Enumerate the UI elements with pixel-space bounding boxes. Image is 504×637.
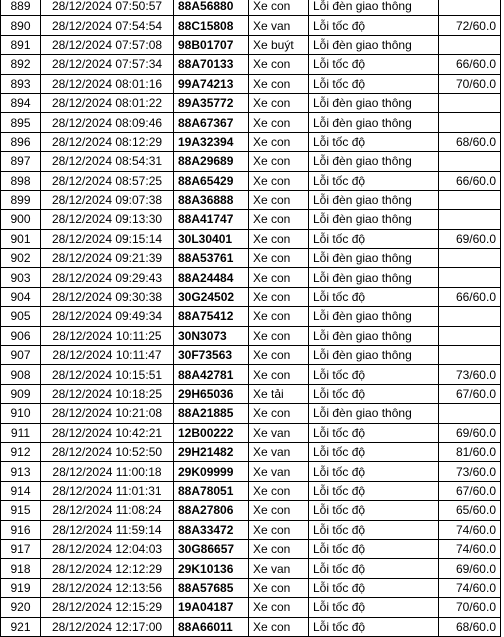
violation-type: Lỗi tốc độ bbox=[309, 55, 439, 74]
violation-type: Lỗi tốc độ bbox=[309, 74, 439, 93]
license-plate: 88A27806 bbox=[174, 501, 249, 520]
row-number: 893 bbox=[1, 74, 41, 93]
speed-reading: 74/60.0 bbox=[439, 520, 501, 539]
vehicle-type: Xe van bbox=[249, 16, 309, 35]
speed-reading bbox=[439, 268, 501, 287]
table-row bbox=[1, 559, 501, 578]
row-number: 896 bbox=[1, 132, 41, 151]
violation-time: 28/12/2024 07:57:34 bbox=[41, 55, 174, 74]
table-row bbox=[1, 539, 501, 558]
license-plate: 88C15808 bbox=[174, 16, 249, 35]
table-row bbox=[1, 462, 501, 481]
violation-type: Lỗi tốc độ bbox=[309, 559, 439, 578]
violations-table-body bbox=[1, 0, 501, 636]
violation-type: Lỗi tốc độ bbox=[309, 462, 439, 481]
violation-type: Lỗi đèn giao thông bbox=[309, 249, 439, 268]
violation-time: 28/12/2024 10:11:47 bbox=[41, 346, 174, 365]
license-plate: 12B00222 bbox=[174, 423, 249, 442]
license-plate: 88A57685 bbox=[174, 578, 249, 597]
speed-reading: 70/60.0 bbox=[439, 598, 501, 617]
row-number: 892 bbox=[1, 55, 41, 74]
license-plate: 88A42781 bbox=[174, 365, 249, 384]
table-row bbox=[1, 152, 501, 171]
table-row bbox=[1, 423, 501, 442]
row-number: 910 bbox=[1, 404, 41, 423]
table-row bbox=[1, 287, 501, 306]
violation-type: Lỗi đèn giao thông bbox=[309, 113, 439, 132]
speed-reading: 74/60.0 bbox=[439, 539, 501, 558]
row-number: 921 bbox=[1, 617, 41, 636]
speed-reading: 81/60.0 bbox=[439, 442, 501, 461]
violation-type: Lỗi tốc độ bbox=[309, 229, 439, 248]
speed-reading bbox=[439, 0, 501, 16]
license-plate: 30N3073 bbox=[174, 326, 249, 345]
row-number: 901 bbox=[1, 229, 41, 248]
vehicle-type: Xe con bbox=[249, 74, 309, 93]
table-row bbox=[1, 384, 501, 403]
table-row bbox=[1, 55, 501, 74]
license-plate: 88A65429 bbox=[174, 171, 249, 190]
vehicle-type: Xe buýt bbox=[249, 35, 309, 54]
violation-time: 28/12/2024 12:17:00 bbox=[41, 617, 174, 636]
violation-type: Lỗi đèn giao thông bbox=[309, 268, 439, 287]
violation-time: 28/12/2024 08:12:29 bbox=[41, 132, 174, 151]
row-number: 897 bbox=[1, 152, 41, 171]
table-row bbox=[1, 249, 501, 268]
speed-reading: 73/60.0 bbox=[439, 462, 501, 481]
violation-type: Lỗi đèn giao thông bbox=[309, 346, 439, 365]
row-number: 900 bbox=[1, 210, 41, 229]
speed-reading: 66/60.0 bbox=[439, 171, 501, 190]
row-number: 911 bbox=[1, 423, 41, 442]
row-number: 898 bbox=[1, 171, 41, 190]
violation-type: Lỗi tốc độ bbox=[309, 287, 439, 306]
violation-time: 28/12/2024 10:21:08 bbox=[41, 404, 174, 423]
table-row bbox=[1, 74, 501, 93]
violation-time: 28/12/2024 07:57:08 bbox=[41, 35, 174, 54]
vehicle-type: Xe con bbox=[249, 481, 309, 500]
table-row bbox=[1, 171, 501, 190]
violation-time: 28/12/2024 11:01:31 bbox=[41, 481, 174, 500]
row-number: 904 bbox=[1, 287, 41, 306]
row-number: 905 bbox=[1, 307, 41, 326]
license-plate: 88A67367 bbox=[174, 113, 249, 132]
speed-reading bbox=[439, 404, 501, 423]
row-number: 903 bbox=[1, 268, 41, 287]
speed-reading bbox=[439, 113, 501, 132]
violation-type: Lỗi đèn giao thông bbox=[309, 0, 439, 16]
violation-type: Lỗi đèn giao thông bbox=[309, 210, 439, 229]
violation-type: Lỗi tốc độ bbox=[309, 442, 439, 461]
table-row bbox=[1, 307, 501, 326]
row-number: 908 bbox=[1, 365, 41, 384]
license-plate: 88A78051 bbox=[174, 481, 249, 500]
license-plate: 88A36888 bbox=[174, 190, 249, 209]
table-row bbox=[1, 16, 501, 35]
speed-reading bbox=[439, 307, 501, 326]
table-row bbox=[1, 132, 501, 151]
violation-type: Lỗi đèn giao thông bbox=[309, 326, 439, 345]
license-plate: 89A35772 bbox=[174, 93, 249, 112]
row-number: 915 bbox=[1, 501, 41, 520]
row-number: 891 bbox=[1, 35, 41, 54]
table-row bbox=[1, 520, 501, 539]
license-plate: 30L30401 bbox=[174, 229, 249, 248]
vehicle-type: Xe con bbox=[249, 365, 309, 384]
violation-time: 28/12/2024 12:04:03 bbox=[41, 539, 174, 558]
row-number: 899 bbox=[1, 190, 41, 209]
table-row bbox=[1, 404, 501, 423]
speed-reading: 69/60.0 bbox=[439, 229, 501, 248]
table-row bbox=[1, 326, 501, 345]
vehicle-type: Xe van bbox=[249, 462, 309, 481]
violation-time: 28/12/2024 07:50:57 bbox=[41, 0, 174, 16]
violation-type: Lỗi tốc độ bbox=[309, 520, 439, 539]
row-number: 902 bbox=[1, 249, 41, 268]
speed-reading: 69/60.0 bbox=[439, 559, 501, 578]
table-row bbox=[1, 113, 501, 132]
violation-type: Lỗi đèn giao thông bbox=[309, 307, 439, 326]
speed-reading bbox=[439, 326, 501, 345]
row-number: 920 bbox=[1, 598, 41, 617]
speed-reading bbox=[439, 346, 501, 365]
speed-reading: 68/60.0 bbox=[439, 617, 501, 636]
violation-time: 28/12/2024 10:52:50 bbox=[41, 442, 174, 461]
vehicle-type: Xe con bbox=[249, 287, 309, 306]
vehicle-type: Xe con bbox=[249, 190, 309, 209]
violation-time: 28/12/2024 10:42:21 bbox=[41, 423, 174, 442]
violation-type: Lỗi tốc độ bbox=[309, 539, 439, 558]
license-plate: 88A33472 bbox=[174, 520, 249, 539]
violation-type: Lỗi đèn giao thông bbox=[309, 404, 439, 423]
speed-reading: 68/60.0 bbox=[439, 132, 501, 151]
license-plate: 88A21885 bbox=[174, 404, 249, 423]
row-number: 889 bbox=[1, 0, 41, 16]
vehicle-type: Xe con bbox=[249, 617, 309, 636]
violation-time: 28/12/2024 09:49:34 bbox=[41, 307, 174, 326]
speed-reading: 70/60.0 bbox=[439, 74, 501, 93]
row-number: 912 bbox=[1, 442, 41, 461]
license-plate: 30G24502 bbox=[174, 287, 249, 306]
table-row bbox=[1, 93, 501, 112]
license-plate: 29H21482 bbox=[174, 442, 249, 461]
speed-reading: 66/60.0 bbox=[439, 287, 501, 306]
row-number: 918 bbox=[1, 559, 41, 578]
license-plate: 29K09999 bbox=[174, 462, 249, 481]
vehicle-type: Xe con bbox=[249, 268, 309, 287]
license-plate: 29H65036 bbox=[174, 384, 249, 403]
violation-time: 28/12/2024 11:08:24 bbox=[41, 501, 174, 520]
row-number: 895 bbox=[1, 113, 41, 132]
row-number: 913 bbox=[1, 462, 41, 481]
violation-time: 28/12/2024 09:07:38 bbox=[41, 190, 174, 209]
table-row bbox=[1, 578, 501, 597]
table-row bbox=[1, 190, 501, 209]
violation-time: 28/12/2024 09:15:14 bbox=[41, 229, 174, 248]
vehicle-type: Xe con bbox=[249, 229, 309, 248]
vehicle-type: Xe con bbox=[249, 210, 309, 229]
vehicle-type: Xe van bbox=[249, 442, 309, 461]
vehicle-type: Xe con bbox=[249, 520, 309, 539]
row-number: 890 bbox=[1, 16, 41, 35]
violation-time: 28/12/2024 10:11:25 bbox=[41, 326, 174, 345]
violation-type: Lỗi đèn giao thông bbox=[309, 93, 439, 112]
table-row bbox=[1, 365, 501, 384]
vehicle-type: Xe con bbox=[249, 501, 309, 520]
violation-time: 28/12/2024 08:01:22 bbox=[41, 93, 174, 112]
table-row bbox=[1, 229, 501, 248]
violation-type: Lỗi tốc độ bbox=[309, 481, 439, 500]
speed-reading bbox=[439, 93, 501, 112]
vehicle-type: Xe con bbox=[249, 307, 309, 326]
table-row bbox=[1, 481, 501, 500]
speed-reading bbox=[439, 152, 501, 171]
row-number: 907 bbox=[1, 346, 41, 365]
license-plate: 19A32394 bbox=[174, 132, 249, 151]
violation-time: 28/12/2024 10:18:25 bbox=[41, 384, 174, 403]
violation-type: Lỗi đèn giao thông bbox=[309, 190, 439, 209]
table-row bbox=[1, 35, 501, 54]
vehicle-type: Xe con bbox=[249, 93, 309, 112]
license-plate: 88A75412 bbox=[174, 307, 249, 326]
row-number: 906 bbox=[1, 326, 41, 345]
violation-type: Lỗi đèn giao thông bbox=[309, 152, 439, 171]
table-row bbox=[1, 598, 501, 617]
violation-time: 28/12/2024 09:13:30 bbox=[41, 210, 174, 229]
speed-reading: 66/60.0 bbox=[439, 55, 501, 74]
row-number: 916 bbox=[1, 520, 41, 539]
vehicle-type: Xe con bbox=[249, 326, 309, 345]
vehicle-type: Xe con bbox=[249, 404, 309, 423]
violation-time: 28/12/2024 08:54:31 bbox=[41, 152, 174, 171]
row-number: 909 bbox=[1, 384, 41, 403]
violation-time: 28/12/2024 09:29:43 bbox=[41, 268, 174, 287]
vehicle-type: Xe con bbox=[249, 55, 309, 74]
violation-time: 28/12/2024 10:15:51 bbox=[41, 365, 174, 384]
violation-type: Lỗi đèn giao thông bbox=[309, 35, 439, 54]
violation-type: Lỗi tốc độ bbox=[309, 501, 439, 520]
violation-time: 28/12/2024 11:00:18 bbox=[41, 462, 174, 481]
table-row bbox=[1, 268, 501, 287]
violation-time: 28/12/2024 12:13:56 bbox=[41, 578, 174, 597]
row-number: 917 bbox=[1, 539, 41, 558]
speed-reading: 67/60.0 bbox=[439, 384, 501, 403]
license-plate: 88A53761 bbox=[174, 249, 249, 268]
table-row bbox=[1, 442, 501, 461]
violation-time: 28/12/2024 08:09:46 bbox=[41, 113, 174, 132]
violation-time: 28/12/2024 07:54:54 bbox=[41, 16, 174, 35]
license-plate: 88A66011 bbox=[174, 617, 249, 636]
speed-reading: 73/60.0 bbox=[439, 365, 501, 384]
speed-reading bbox=[439, 210, 501, 229]
table-row bbox=[1, 617, 501, 636]
vehicle-type: Xe con bbox=[249, 152, 309, 171]
violation-type: Lỗi tốc độ bbox=[309, 132, 439, 151]
vehicle-type: Xe van bbox=[249, 423, 309, 442]
license-plate: 88A29689 bbox=[174, 152, 249, 171]
vehicle-type: Xe con bbox=[249, 578, 309, 597]
vehicle-type: Xe van bbox=[249, 559, 309, 578]
license-plate: 29K10136 bbox=[174, 559, 249, 578]
speed-reading: 69/60.0 bbox=[439, 423, 501, 442]
license-plate: 30F73563 bbox=[174, 346, 249, 365]
speed-reading bbox=[439, 249, 501, 268]
speed-reading: 67/60.0 bbox=[439, 481, 501, 500]
violation-type: Lỗi tốc độ bbox=[309, 171, 439, 190]
violation-type: Lỗi tốc độ bbox=[309, 384, 439, 403]
table-row bbox=[1, 0, 501, 16]
vehicle-type: Xe con bbox=[249, 346, 309, 365]
speed-reading bbox=[439, 35, 501, 54]
license-plate: 30G86657 bbox=[174, 539, 249, 558]
violation-time: 28/12/2024 12:15:29 bbox=[41, 598, 174, 617]
vehicle-type: Xe con bbox=[249, 539, 309, 558]
vehicle-type: Xe con bbox=[249, 0, 309, 16]
license-plate: 99A74213 bbox=[174, 74, 249, 93]
violation-type: Lỗi tốc độ bbox=[309, 598, 439, 617]
speed-reading bbox=[439, 190, 501, 209]
violation-type: Lỗi tốc độ bbox=[309, 423, 439, 442]
vehicle-type: Xe con bbox=[249, 249, 309, 268]
row-number: 914 bbox=[1, 481, 41, 500]
license-plate: 88A56880 bbox=[174, 0, 249, 16]
license-plate: 98B01707 bbox=[174, 35, 249, 54]
violation-type: Lỗi tốc độ bbox=[309, 578, 439, 597]
license-plate: 19A04187 bbox=[174, 598, 249, 617]
row-number: 919 bbox=[1, 578, 41, 597]
violation-type: Lỗi tốc độ bbox=[309, 365, 439, 384]
speed-reading: 72/60.0 bbox=[439, 16, 501, 35]
violation-time: 28/12/2024 12:12:29 bbox=[41, 559, 174, 578]
table-row bbox=[1, 210, 501, 229]
vehicle-type: Xe con bbox=[249, 171, 309, 190]
row-number: 894 bbox=[1, 93, 41, 112]
vehicle-type: Xe tải bbox=[249, 384, 309, 403]
vehicle-type: Xe con bbox=[249, 598, 309, 617]
speed-reading: 65/60.0 bbox=[439, 501, 501, 520]
speed-reading: 74/60.0 bbox=[439, 578, 501, 597]
vehicle-type: Xe con bbox=[249, 113, 309, 132]
violation-time: 28/12/2024 09:30:38 bbox=[41, 287, 174, 306]
violation-time: 28/12/2024 09:21:39 bbox=[41, 249, 174, 268]
license-plate: 88A70133 bbox=[174, 55, 249, 74]
table-row bbox=[1, 501, 501, 520]
violation-time: 28/12/2024 11:59:14 bbox=[41, 520, 174, 539]
license-plate: 88A24484 bbox=[174, 268, 249, 287]
violation-time: 28/12/2024 08:57:25 bbox=[41, 171, 174, 190]
violation-time: 28/12/2024 08:01:16 bbox=[41, 74, 174, 93]
violation-type: Lỗi tốc độ bbox=[309, 16, 439, 35]
violation-type: Lỗi tốc độ bbox=[309, 617, 439, 636]
license-plate: 88A41747 bbox=[174, 210, 249, 229]
table-row bbox=[1, 346, 501, 365]
vehicle-type: Xe con bbox=[249, 132, 309, 151]
